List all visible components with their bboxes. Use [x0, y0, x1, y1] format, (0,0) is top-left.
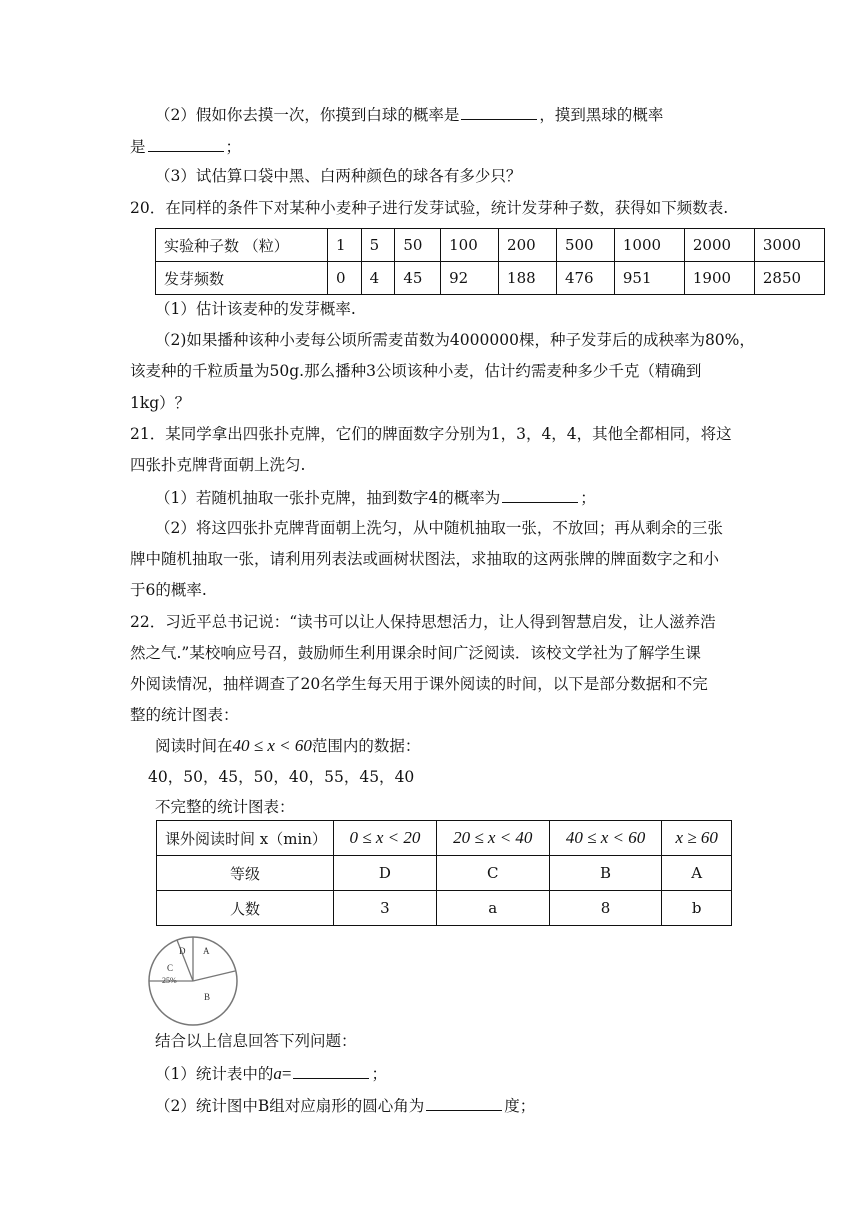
table-cell: 1000: [614, 229, 684, 262]
q20-part2-line3: 1kg）？: [130, 394, 191, 412]
q21-part1: [155, 486, 596, 508]
table-cell: b: [662, 891, 732, 926]
text: 阅读时间在: [155, 737, 233, 755]
q21-part2-line2: 牌中随机抽取一张，请利用列表法或画树状图法，求抽取的这两张牌的牌面数字之和小: [130, 550, 720, 568]
math-var: a: [273, 1064, 282, 1083]
table-cell: 50: [395, 229, 441, 262]
pie-chart: [146, 934, 240, 1028]
table-header-cell: 20 ≤ x < 40: [436, 821, 549, 856]
table-row: [156, 262, 825, 295]
q21-part2-line3: 于6的概率.: [130, 581, 207, 599]
range-line: [155, 736, 420, 756]
pie-label-c: C: [167, 963, 174, 973]
math-expression: 40 ≤ x < 60: [232, 736, 312, 755]
table-cell: 3: [334, 891, 437, 926]
table-cell: 951: [614, 262, 684, 295]
table-cell: 200: [499, 229, 557, 262]
q20-part2-line1: （2)如果播种该种小麦每公顷所需麦苗数为4000000棵，种子发芽后的成秧率为80%，: [155, 331, 755, 349]
text: （2）假如你去摸一次，你摸到白球的概率是: [155, 106, 460, 124]
table-cell: 人数: [157, 891, 334, 926]
q22-stem-line1: 22．习近平总书记说：“读书可以让人保持思想活力，让人得到智慧启发，让人滋养浩: [130, 613, 716, 631]
text: ；: [371, 1065, 387, 1083]
combine-line: 结合以上信息回答下列问题：: [155, 1032, 357, 1050]
table-cell: 3000: [754, 229, 824, 262]
table-header-cell: 40 ≤ x < 60: [549, 821, 662, 856]
table-cell: 45: [395, 262, 441, 295]
table-cell: 100: [441, 229, 499, 262]
table-header-cell: 0 ≤ x < 20: [334, 821, 437, 856]
q19-part3: （3）试估算口袋中黑、白两种颜色的球各有多少只？: [155, 167, 522, 185]
pie-label-a: A: [203, 946, 210, 956]
table-cell: 92: [441, 262, 499, 295]
answer-line-1: [155, 1062, 387, 1084]
table-cell: 0: [328, 262, 362, 295]
answer-blank[interactable]: [148, 135, 224, 152]
table-cell: 发芽频数: [156, 262, 328, 295]
answer-blank[interactable]: [426, 1094, 502, 1111]
text: ；: [225, 138, 242, 156]
table-cell: D: [334, 856, 437, 891]
q20-part1: （1）估计该麦种的发芽概率.: [155, 300, 356, 318]
answer-blank[interactable]: [502, 486, 578, 503]
text: 范围内的数据：: [311, 737, 421, 755]
text: （1）统计表中的: [155, 1065, 274, 1083]
q19-part2-line2: [130, 135, 241, 157]
table-row: [157, 856, 732, 891]
table-row: [157, 821, 732, 856]
table-cell: 等级: [157, 856, 334, 891]
table-cell: C: [436, 856, 549, 891]
table-row: [157, 891, 732, 926]
table-cell: 1900: [684, 262, 754, 295]
q19-part2-line1: [155, 103, 663, 125]
pie-label-d: D: [179, 946, 186, 956]
table-header-cell: 课外阅读时间 x（min）: [157, 821, 334, 856]
answer-blank[interactable]: [461, 103, 537, 120]
range-data: 40，50，45，50，40，55，45，40: [148, 768, 415, 786]
incomplete-label: 不完整的统计图表：: [155, 798, 295, 816]
q21-stem-line2: 四张扑克牌背面朝上洗匀.: [130, 456, 306, 474]
q20-stem: 20．在同样的条件下对某种小麦种子进行发芽试验，统计发芽种子数，获得如下频数表.: [130, 199, 729, 217]
table-cell: 8: [549, 891, 662, 926]
q21-stem-line1: 21．某同学拿出四张扑克牌，它们的牌面数字分别为1，3，4，4，其他全都相同，将这: [130, 425, 732, 443]
table-cell: 4: [361, 262, 395, 295]
pie-divider: [193, 971, 235, 981]
pie-label-b: B: [204, 992, 211, 1002]
table-cell: 500: [556, 229, 614, 262]
table-cell: B: [549, 856, 662, 891]
table-cell: 实验种子数 （粒）: [156, 229, 328, 262]
table-cell: 5: [361, 229, 395, 262]
text: ；: [580, 489, 596, 507]
answer-line-2: [155, 1094, 535, 1116]
q22-stem-line3: 外阅读情况，抽样调查了20名学生每天用于课外阅读的时间，以下是部分数据和不完: [130, 675, 708, 693]
text: （2）统计图中B组对应扇形的圆心角为: [155, 1097, 425, 1115]
table-cell: 2000: [684, 229, 754, 262]
q22-stem-line2: 然之气.”某校响应号召，鼓励师生利用课余时间广泛阅读．该校文学社为了解学生课: [130, 644, 701, 662]
table-cell: 1: [328, 229, 362, 262]
table-cell: 188: [499, 262, 557, 295]
text: 是: [130, 138, 146, 156]
q22-stem-line4: 整的统计图表：: [130, 706, 239, 724]
table-cell: 476: [556, 262, 614, 295]
answer-blank[interactable]: [293, 1062, 369, 1079]
table-row: [156, 229, 825, 262]
table-cell: A: [662, 856, 732, 891]
table-cell: a: [436, 891, 549, 926]
table-cell: 2850: [754, 262, 824, 295]
q21-part2-line1: （2）将这四张扑克牌背面朝上洗匀，从中随机抽取一张，不放回；再从剩余的三张: [155, 519, 723, 537]
table-header-cell: x ≥ 60: [662, 821, 732, 856]
text: 度；: [504, 1097, 536, 1115]
reading-time-table: [156, 820, 732, 926]
pie-label-c-percent: 25%: [162, 976, 177, 985]
text: （1）若随机抽取一张扑克牌，抽到数字4的概率为: [155, 489, 501, 507]
q20-part2-line2: 该麦种的千粒质量为50g.那么播种3公顷该种小麦，估计约需麦种多少千克（精确到: [130, 362, 702, 380]
text: ，摸到黑球的概率: [539, 106, 664, 124]
germination-table: [155, 228, 825, 295]
math-eq: =: [281, 1064, 292, 1083]
